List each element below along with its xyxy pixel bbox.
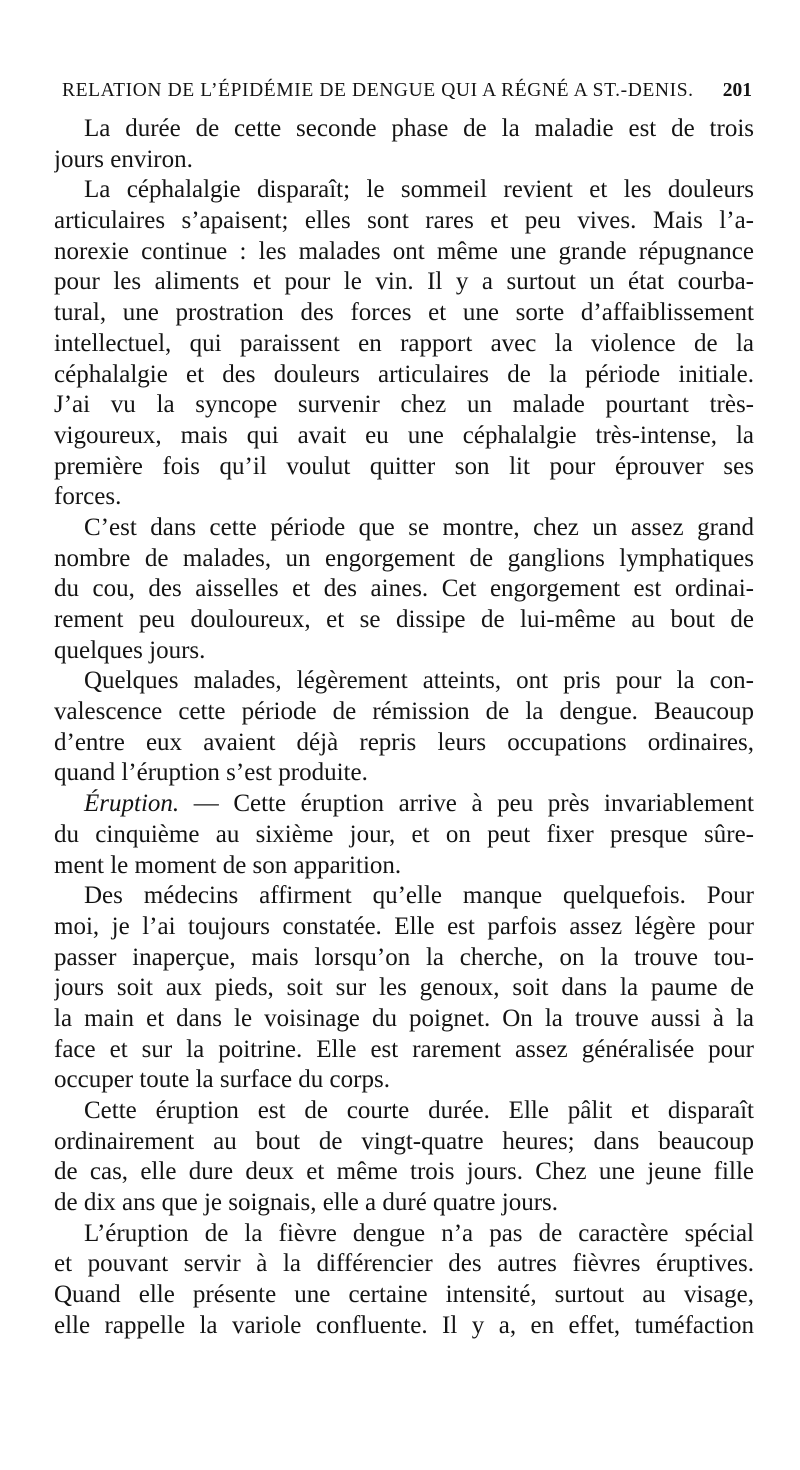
text-line: quand l’éruption s’est produite. — [54, 759, 368, 787]
text-line: quelques jours. — [54, 636, 206, 664]
text-line: première fois qu’il voulut quitter son lit pour éprouver ses — [54, 452, 754, 480]
text-line: rement peu douloureux, et se dissipe de lui-même au bout de — [54, 606, 754, 633]
paragraph-duration — [54, 114, 754, 175]
running-title: RELATION DE L’ÉPIDÉMIE DE DENGUE QUI A RÉGNÉ A ST.-DENIS. — [62, 80, 694, 101]
text-line: la main et dans le voisinage du poignet. On la trouve aussi à la — [54, 1004, 754, 1032]
text-line: du cinquième au sixième jour, et on peut fixer presque sûre- — [54, 820, 754, 848]
paragraph-caractere — [54, 1219, 754, 1342]
text-line: C’est dans cette période que se montre, chez un assez grand — [84, 513, 754, 541]
text-line: moi, je l’ai toujours constatée. Elle est parfois assez légère pour — [54, 912, 754, 940]
text-line: Cette éruption est de courte durée. Elle pâlit et disparaît — [84, 1097, 754, 1124]
text-line: nombre de malades, un engorgement de ganglions lymphatiques — [54, 544, 754, 572]
text-line: de cas, elle dure deux et même trois jours. Chez une jeune fille — [54, 1158, 754, 1186]
text-line: La céphalalgie disparaît; le sommeil revient et les douleurs — [84, 176, 754, 204]
paragraph-cephalalgia — [54, 175, 754, 513]
text-line: jours environ. — [54, 145, 193, 173]
text-line: pour les aliments et pour le vin. Il y a surtout un état courba- — [54, 268, 754, 296]
text-line: L’éruption de la fièvre dengue n’a pas de caractère spécial — [84, 1219, 754, 1247]
text-line: d’entre eux avaient déjà repris leurs occupations ordinaires, — [54, 728, 754, 756]
text-line: forces. — [54, 483, 122, 511]
running-head — [62, 80, 752, 106]
text-line: La durée de cette seconde phase de la maladie est de trois — [84, 115, 754, 142]
paragraph-ganglions — [54, 513, 754, 666]
text-line: jours soit aux pieds, soit sur les genoux, soit dans la paume de — [54, 974, 754, 1002]
text-line: ordinairement au bout de vingt-quatre heures; dans beaucoup — [54, 1127, 754, 1155]
text-line: Quelques malades, légèrement atteints, ont pris pour la con- — [84, 667, 754, 695]
paragraph-convalescence — [54, 666, 754, 789]
text-line: articulaires s’apaisent; elles sont rares et peu vives. Mais l’a- — [54, 207, 754, 235]
text-line: et pouvant servir à la différencier des autres fièvres éruptives. — [54, 1250, 754, 1278]
text-line: elle rappelle la variole confluente. Il y a, en effet, tuméfaction — [54, 1311, 754, 1339]
paragraph-eruption — [54, 789, 754, 881]
section-heading-eruption: Éruption. — [84, 790, 180, 818]
text-line: du cou, des aisselles et des aines. Cet engorgement est ordinai- — [54, 575, 754, 603]
text-line: céphalalgie et des douleurs articulaires de la période initiale. — [54, 360, 754, 388]
text-line: face et sur la poitrine. Elle est rarement assez généralisée pour — [54, 1035, 754, 1063]
paragraph-affirment — [54, 881, 754, 1096]
text-line: vigoureux, mais qui avait eu une céphalalgie très-intense, la — [54, 421, 754, 449]
paragraph-duration-eruption — [54, 1096, 754, 1219]
text-line: norexie continue : les malades ont même une grande répugnance — [54, 237, 754, 265]
text-line: Quand elle présente une certaine intensité, surtout au visage, — [54, 1281, 754, 1309]
text-line: J’ai vu la syncope survenir chez un malade pourtant très- — [54, 391, 754, 419]
text-line: valescence cette période de rémission de la dengue. Beaucoup — [54, 698, 754, 726]
text-run: — Cette éruption arrive à peu près invariablement — [179, 790, 754, 818]
text-line: Des médecins affirment qu’elle manque quelquefois. Pour — [84, 882, 754, 910]
body-text — [54, 114, 754, 1342]
text-line — [54, 789, 754, 820]
text-line: tural, une prostration des forces et une sorte d’affaiblissement — [54, 299, 754, 327]
text-line: passer inaperçue, mais lorsqu’on la cherche, on la trouve tou- — [54, 943, 754, 971]
page-number: 201 — [722, 80, 752, 101]
text-line: ment le moment de son apparition. — [54, 851, 402, 879]
text-line: de dix ans que je soignais, elle a duré quatre jours. — [54, 1189, 559, 1217]
text-line: occuper toute la surface du corps. — [54, 1066, 390, 1094]
text-line: intellectuel, qui paraissent en rapport avec la violence de la — [54, 329, 754, 357]
